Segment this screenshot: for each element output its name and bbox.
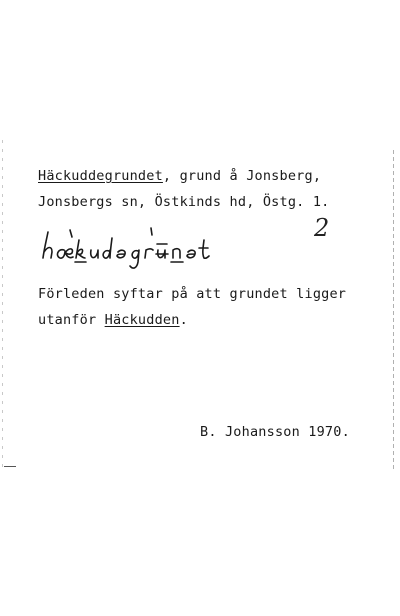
card-number: 2 — [314, 214, 330, 242]
card-edge-left — [2, 140, 3, 470]
place-name-reference: Häckudden — [104, 312, 180, 328]
description-prefix: utanför — [38, 312, 105, 328]
location-line: Jonsbergs sn, Östkinds hd, Östg. 1. — [38, 194, 330, 210]
description-suffix: . — [179, 312, 188, 328]
phonetic-transcription-handwritten — [42, 226, 232, 276]
heading-rest: , grund å Jonsberg, — [162, 168, 322, 184]
signature: B. Johansson 1970. — [200, 424, 350, 440]
place-name-heading: Häckuddegrundet — [38, 168, 163, 184]
heading-line — [38, 168, 321, 184]
card-edge-right — [393, 150, 394, 470]
description-line-2 — [38, 312, 188, 328]
card-edge-tick — [4, 466, 16, 467]
description-line-1: Förleden syftar på att grundet ligger — [38, 286, 347, 302]
